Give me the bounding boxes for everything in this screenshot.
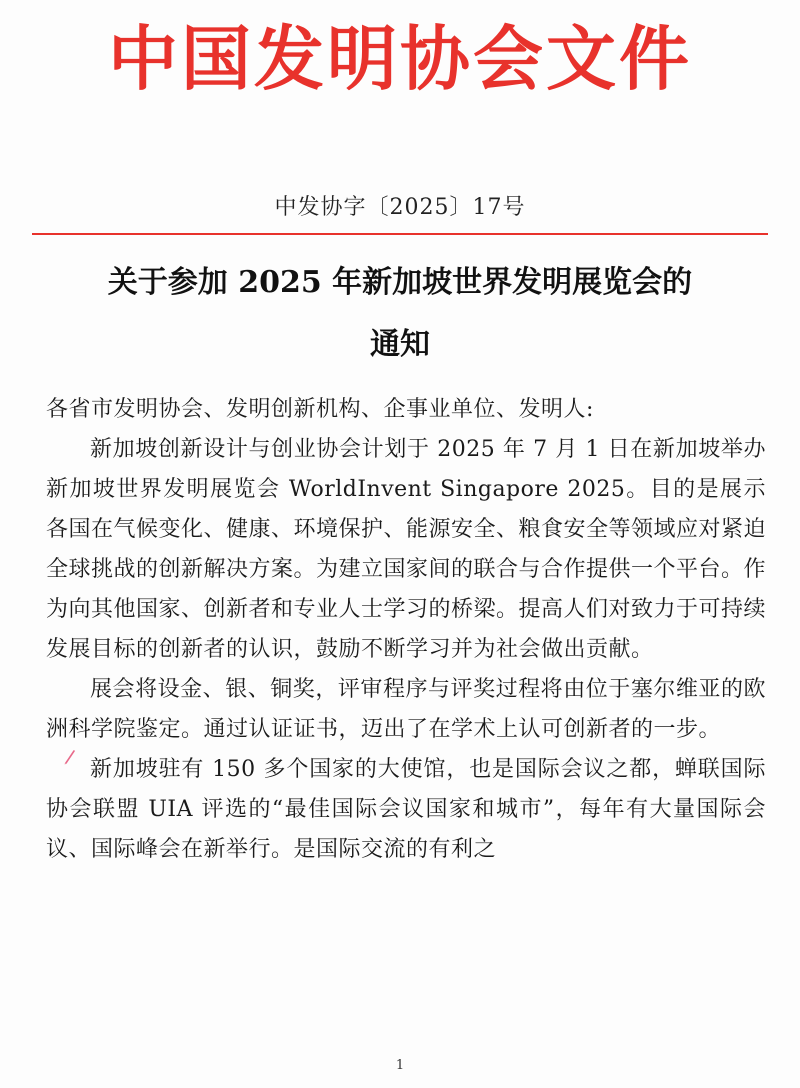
masthead-title: 中国发明协会文件 <box>108 18 692 100</box>
document-number: 中发协字〔2025〕17号 <box>274 195 526 220</box>
red-divider-line <box>32 233 768 235</box>
notice-title-line-1: 关于参加 2025 年新加坡世界发明展览会的 <box>107 265 693 300</box>
notice-title-line-2: 通知 <box>370 327 430 362</box>
notice-title <box>30 252 770 376</box>
salutation: 各省市发明协会、发明创新机构、企事业单位、发明人: <box>46 397 594 422</box>
paragraph-2: 展会将设金、银、铜奖，评审程序与评奖过程将由位于塞尔维亚的欧洲科学院鉴定。通过认证证书，迈出了在学术上认可创新者的一步。 <box>46 677 766 742</box>
notice-body <box>46 390 766 870</box>
paragraph-3: 新加坡驻有 150 多个国家的大使馆，也是国际会议之都，蝉联国际协会联盟 UIA 评选的“最佳国际会议国家和城市”，每年有大量国际会议、国际峰会在新举行。是国际交流的有利之 <box>46 757 766 862</box>
paragraph-1: 新加坡创新设计与创业协会计划于 2025 年 7 月 1 日在新加坡举办新加坡世界发明展览会 WorldInvent Singapore 2025。目的是展示各国在气候变化、健康、环境保护、能源安全、粮食安全等领域应对紧迫全球挑战的创新解决方案。为建立国家间的联合与合作提供一个平台。作为向其他国家、创新者和专业人士学习的桥梁。提高人们对致力于可持续发展目标的创新者的认识，鼓励不断学习并为社会做出贡献。 <box>46 437 767 662</box>
pen-mark-icon <box>62 748 78 766</box>
page-number: 1 <box>395 1058 405 1073</box>
